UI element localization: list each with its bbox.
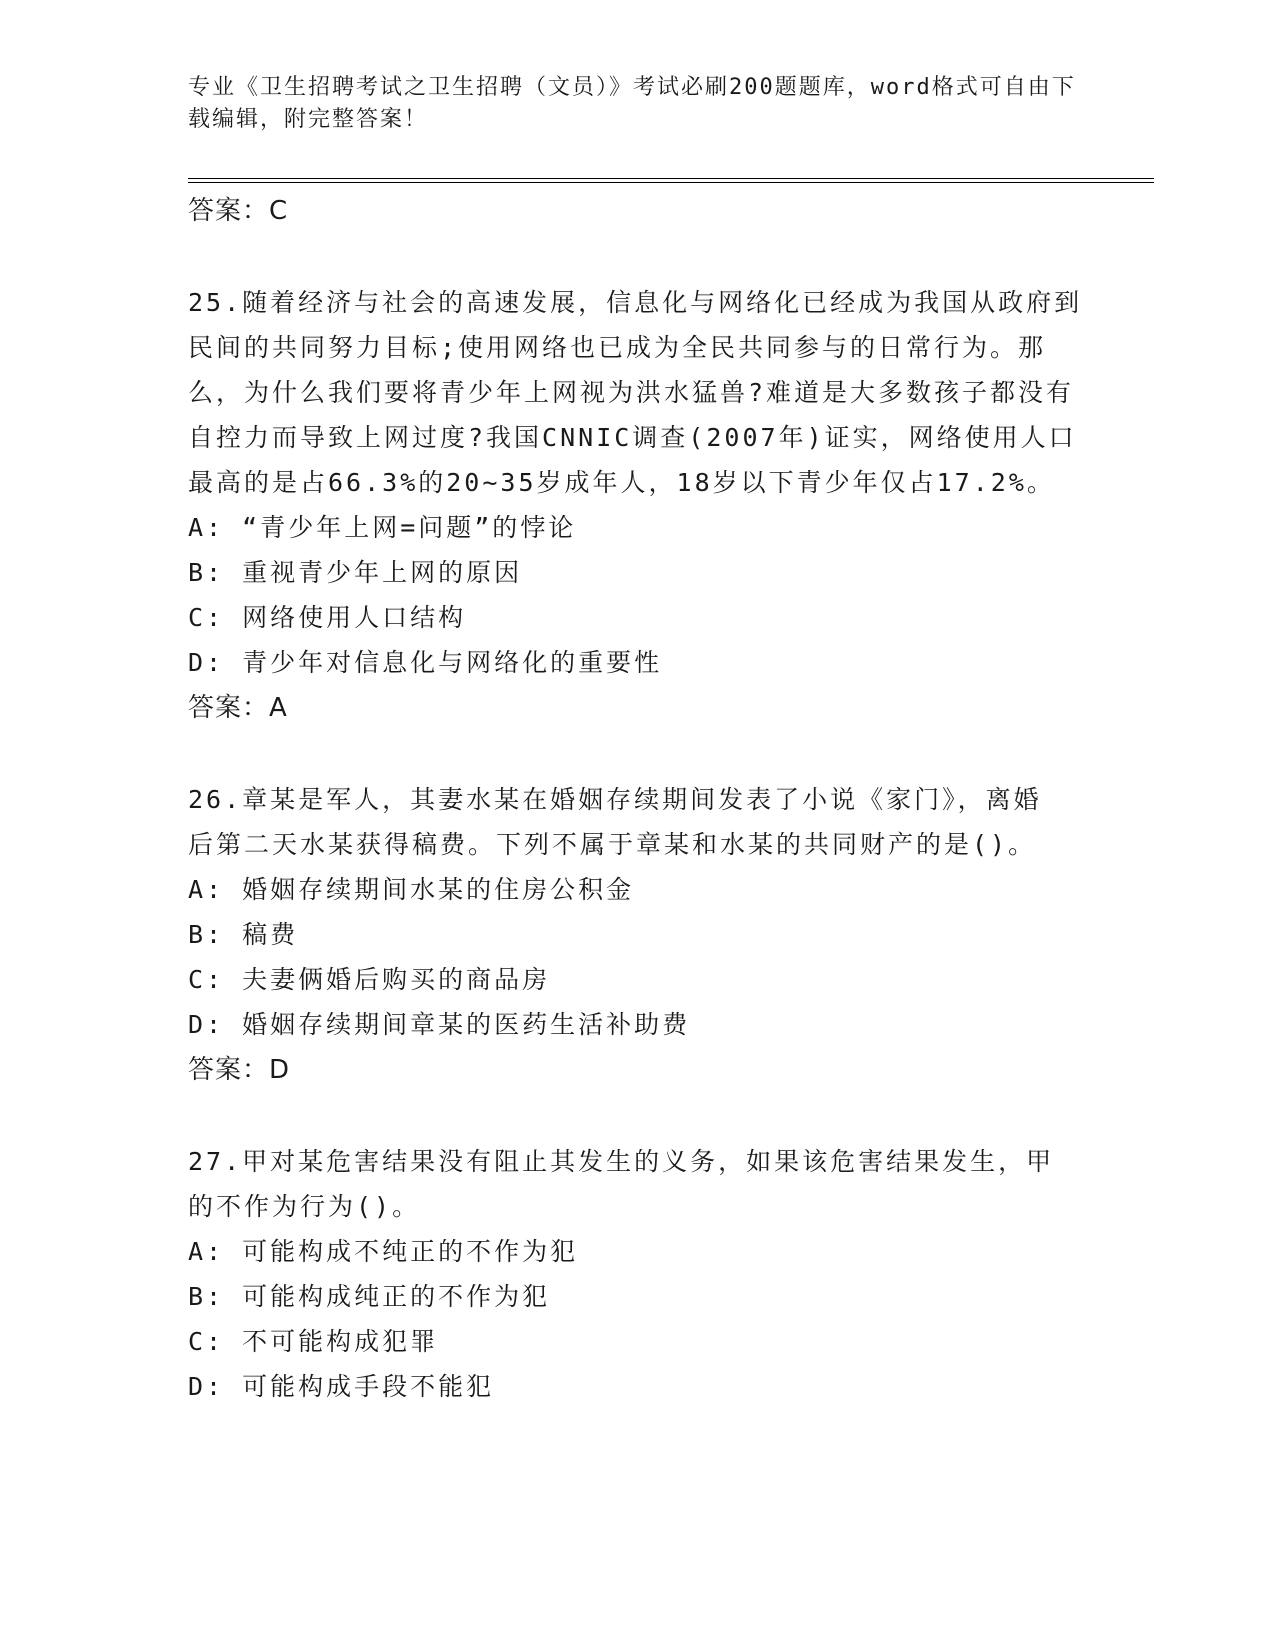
answer-line: 答案：A [188,693,288,723]
option-c: C: 网络使用人口结构 [188,603,467,632]
option-a: A: “青少年上网=问题”的悖论 [188,513,577,542]
option-d: D: 婚姻存续期间章某的医药生活补助费 [188,1010,691,1039]
option-b: B: 可能构成纯正的不作为犯 [188,1282,551,1311]
question-stem: 25.随着经济与社会的高速发展，信息化与网络化已经成为我国从政府到民间的共同努力目标;使用网络也已成为全民共同参与的日常行为。那么，为什么我们要将青少年上网视为洪水猛兽?难道是大多数孩子都没有自控力而导致上网过度?我国CNNIC调查(2007年)证实，网络使用人口最高的是占66.3%的20~35岁成年人，18岁以下青少年仅占17.2%。 [188,288,1083,497]
option-c: C: 夫妻俩婚后购买的商品房 [188,965,551,994]
question-27 [188,1139,1088,1409]
option-b: B: 稿费 [188,920,299,949]
option-d: D: 青少年对信息化与网络化的重要性 [188,648,663,677]
option-a: A: 婚姻存续期间水某的住房公积金 [188,875,635,904]
question-stem: 27.甲对某危害结果没有阻止其发生的义务，如果该危害结果发生，甲的不作为行为()。 [188,1147,1055,1221]
option-d: D: 可能构成手段不能犯 [188,1372,495,1401]
document-header: 专业《卫生招聘考试之卫生招聘（文员）》考试必刷200题题库，word格式可自由下载编辑，附完整答案！ [188,75,1076,132]
option-c: C: 不可能构成犯罪 [188,1327,439,1356]
option-a: A: 可能构成不纯正的不作为犯 [188,1237,579,1266]
question-26 [188,777,1088,1093]
header-rule-top [188,178,1154,179]
option-b: B: 重视青少年上网的原因 [188,558,523,587]
document-body [188,188,1088,1409]
question-25 [188,280,1088,731]
answer-line: 答案：D [188,1055,291,1085]
answer-line: 答案：C [188,196,289,226]
header-rule-bottom [188,182,1154,183]
question-stem: 26.章某是军人，其妻水某在婚姻存续期间发表了小说《家门》，离婚后第二天水某获得稿费。下列不属于章某和水某的共同财产的是()。 [188,785,1042,859]
